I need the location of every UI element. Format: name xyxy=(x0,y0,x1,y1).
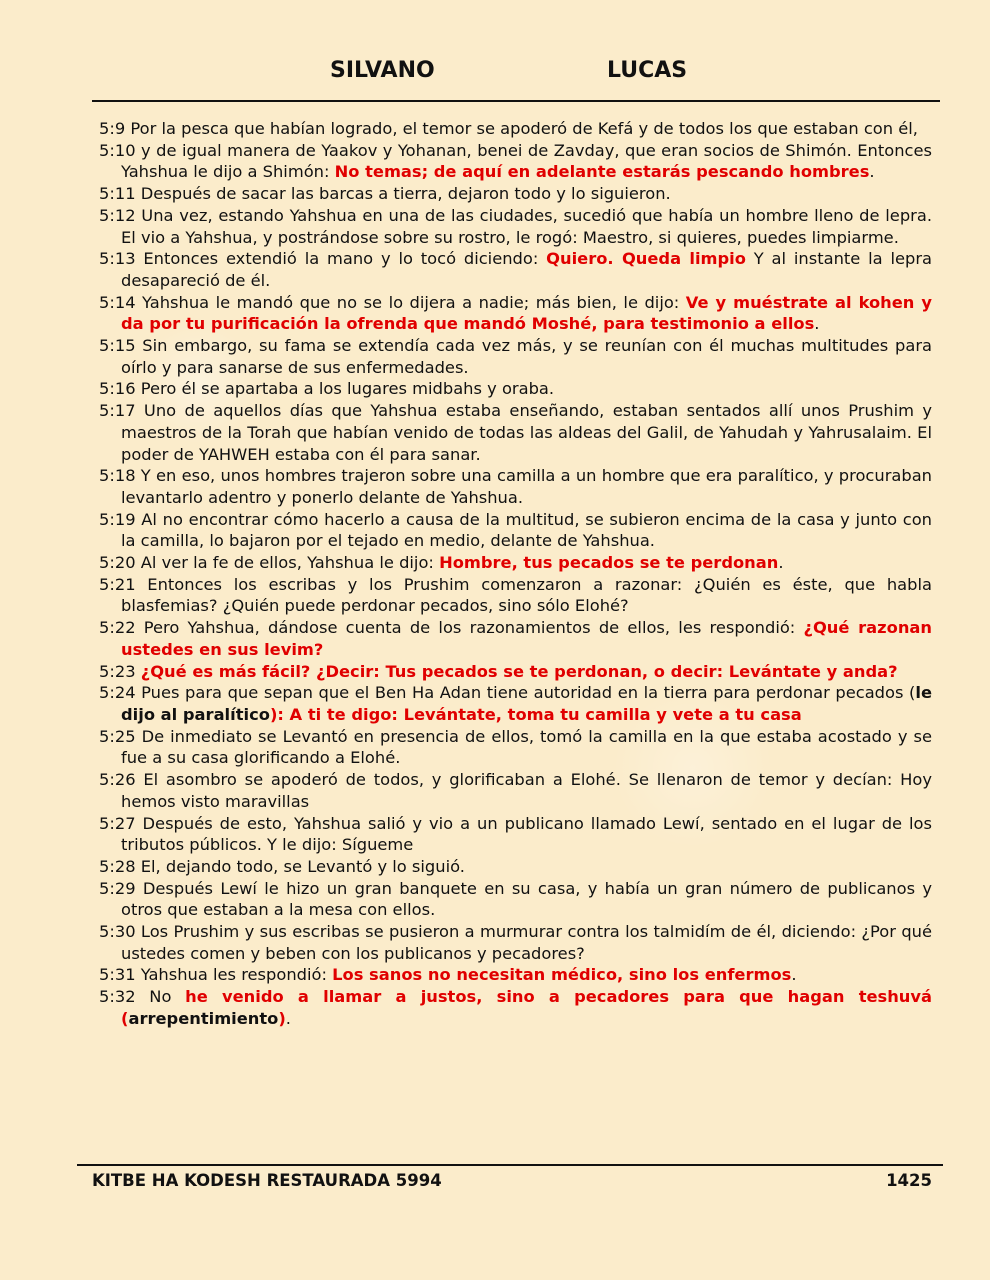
verse xyxy=(99,292,932,335)
verse-reference: 5:28 xyxy=(99,856,136,876)
verse-text: El asombro se apoderó de todos, y glorificaban a Elohé. Se llenaron de temor y decían: Hoy hemos visto maravillas xyxy=(121,770,932,811)
verse-text: Entonces extendió la mano y lo tocó diciendo: xyxy=(135,249,547,269)
header-divider xyxy=(92,100,940,102)
page-number: 1425 xyxy=(886,1171,932,1190)
verse-text: y de igual manera de Yaakov y Yohanan, benei de Zavday, que eran socios de Shimón. Entonces Yahshua le dijo a Shimón: xyxy=(121,140,932,182)
verse-bold-text: le dijo al paralítico xyxy=(121,683,932,724)
verse-text: Sin embargo, su fama se extendía cada vez más, y se reunían con él muchas multitudes para oírlo y para sanarse de sus enfermedades. xyxy=(121,336,932,377)
verse xyxy=(99,465,932,508)
verse xyxy=(99,118,932,140)
verse-reference: 5:23 xyxy=(99,661,136,681)
verse-reference: 5:27 xyxy=(99,813,136,833)
verse-reference: 5:25 xyxy=(99,726,136,746)
verse-quote-text: ): A ti te digo: Levántate, toma tu camilla y vete a tu casa xyxy=(269,704,802,724)
verse-reference: 5:14 xyxy=(99,292,136,312)
verse xyxy=(99,726,932,769)
verse-text: El, dejando todo, se Levantó y lo siguió. xyxy=(135,856,465,876)
verse-text: Por la pesca que habían logrado, el temor se apoderó de Kefá y de todos los que estaban con él, xyxy=(125,119,918,138)
verse-text: Uno de aquellos días que Yahshua estaba enseñando, estaban sentados allí unos Prushim y maestros de la Torah que habían venido de todas las aldeas del Galil, de Yahudah y Yahrusalaim. El poder de YAHWEH estaba con él para sanar. xyxy=(121,401,932,464)
verse-reference: 5:18 xyxy=(99,466,136,486)
page-header xyxy=(0,58,990,92)
verse-reference: 5:29 xyxy=(99,878,136,898)
verse-reference: 5:21 xyxy=(99,574,136,594)
verse-text: Al no encontrar cómo hacerlo a causa de la multitud, se subieron encima de la casa y junto con la camilla, lo bajaron por el tejado en medio, delante de Yahshua. xyxy=(121,509,932,551)
verse-text: Después de esto, Yahshua salió y vio a un publicano llamado Lewí, sentado en el lugar de los tributos públicos. Y le dijo: Sígueme xyxy=(121,813,932,855)
verse-quote-text: he venido a llamar a justos, sino a pecadores para que hagan teshuvá ( xyxy=(121,987,932,1028)
verse-reference: 5:20 xyxy=(99,553,136,573)
verse-text: Yahshua les respondió: xyxy=(135,965,333,985)
verse-reference: 5:12 xyxy=(99,205,136,225)
verse-quote-text: Quiero. Queda limpio xyxy=(546,249,746,269)
verse-text: Una vez, estando Yahshua en una de las ciudades, sucedió que había un hombre lleno de lepra. El vio a Yahshua, y postrándose sobre su rostro, le rogó: Maestro, si quieres, puedes limpiarme. xyxy=(121,205,932,247)
header-section-title: LUCAS xyxy=(607,58,688,83)
verse-text: Al ver la fe de ellos, Yahshua le dijo: xyxy=(135,553,440,573)
verse xyxy=(99,813,932,856)
verse xyxy=(99,682,932,725)
verse-text: . xyxy=(778,553,784,573)
verse xyxy=(99,552,932,574)
verse-text: . xyxy=(814,314,820,334)
verse-reference: 5:24 xyxy=(99,683,136,703)
verse-reference: 5:11 xyxy=(99,184,136,204)
verse-text: Pero él se apartaba a los lugares midbahs y oraba. xyxy=(135,379,555,399)
verse-reference: 5:13 xyxy=(99,249,136,269)
verse-reference: 5:16 xyxy=(99,379,136,399)
verse-text: Los Prushim y sus escribas se pusieron a murmurar contra los talmidím de él, diciendo: ¿Por qué ustedes comen y beben con los publicanos y pecadores? xyxy=(121,922,932,963)
verse-reference: 5:32 xyxy=(99,987,136,1007)
verse-bold-text: arrepentimiento xyxy=(128,1008,279,1028)
verse xyxy=(99,856,932,878)
verse-reference: 5:30 xyxy=(99,922,136,942)
verse xyxy=(99,183,932,205)
verse-quote-text: Ve y muéstrate al kohen y da por tu purificación la ofrenda que mandó Moshé, para testimonio a ellos xyxy=(121,292,932,334)
verse xyxy=(99,574,932,617)
verse-reference: 5:15 xyxy=(99,336,136,356)
footer-divider xyxy=(77,1164,943,1166)
verse-quote-text: ¿Qué razonan ustedes en sus levim? xyxy=(121,618,932,659)
footer-title: KITBE HA KODESH RESTAURADA 5994 xyxy=(92,1171,442,1190)
verse-text: Yahshua le mandó que no se lo dijera a nadie; más bien, le dijo: xyxy=(135,292,686,312)
verse xyxy=(99,400,932,465)
verse xyxy=(99,617,932,660)
verse xyxy=(99,509,932,552)
verse-reference: 5:9 xyxy=(99,119,126,138)
verse-quote-text: No temas; de aquí en adelante estarás pescando hombres xyxy=(334,162,870,182)
verse-quote-text: ¿Qué es más fácil? ¿Decir: Tus pecados se te perdonan, o decir: Levántate y anda? xyxy=(140,661,898,681)
verse xyxy=(99,878,932,921)
verse xyxy=(99,986,932,1029)
verse-quote-text: Hombre, tus pecados se te perdonan xyxy=(439,553,779,573)
verse xyxy=(99,335,932,378)
verse xyxy=(99,769,932,812)
verse-text: Después de sacar las barcas a tierra, dejaron todo y lo siguieron. xyxy=(135,184,671,204)
verse-list xyxy=(99,118,932,1030)
verse-text: . xyxy=(285,1008,291,1028)
verse xyxy=(99,964,932,986)
verse xyxy=(99,921,932,964)
verse-quote-text: Los sanos no necesitan médico, sino los enfermos xyxy=(332,965,792,985)
verse-text: . xyxy=(869,162,875,182)
verse-reference: 5:10 xyxy=(99,140,136,160)
verse-text: De inmediato se Levantó en presencia de ellos, tomó la camilla en la que estaba acostado y se fue a su casa glorificando a Elohé. xyxy=(121,726,932,768)
verse-reference: 5:31 xyxy=(99,965,136,985)
verse-reference: 5:26 xyxy=(99,770,136,790)
verse-text: Entonces los escribas y los Prushim comenzaron a razonar: ¿Quién es éste, que habla blasfemias? ¿Quién puede perdonar pecados, sino sólo Elohé? xyxy=(121,574,932,616)
verse-text: Después Lewí le hizo un gran banquete en su casa, y había un gran número de publicanos y otros que estaban a la mesa con ellos. xyxy=(121,878,932,920)
verse xyxy=(99,661,932,683)
verse-text: Pues para que sepan que el Ben Ha Adan tiene autoridad en la tierra para perdonar pecados ( xyxy=(135,683,916,703)
verse xyxy=(99,378,932,400)
verse-quote-text: ) xyxy=(278,1008,286,1028)
verse-reference: 5:22 xyxy=(99,618,136,638)
verse-text: Pero Yahshua, dándose cuenta de los razonamientos de ellos, les respondió: xyxy=(135,618,804,638)
verse xyxy=(99,248,932,291)
verse-reference: 5:17 xyxy=(99,401,136,421)
verse-text: No xyxy=(135,987,186,1007)
verse-reference: 5:19 xyxy=(99,509,136,529)
verse-text: Y al instante la lepra desapareció de él. xyxy=(121,249,933,290)
verse xyxy=(99,140,932,183)
verse-text: . xyxy=(791,965,797,985)
verse-text: Y en eso, unos hombres trajeron sobre una camilla a un hombre que era paralítico, y procuraban levantarlo adentro y ponerlo delante de Yahshua. xyxy=(121,466,932,507)
header-book-title: SILVANO xyxy=(330,58,435,83)
verse xyxy=(99,205,932,248)
